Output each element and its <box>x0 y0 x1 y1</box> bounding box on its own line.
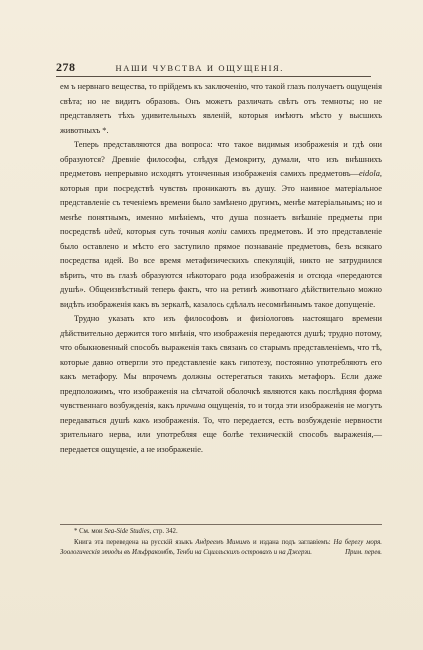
paragraph-2-text-a: Теперь представляются два вопроса: что такое видимыя изображенiя и гдѣ они образуются? Древнiе философы, слѣдуя Демокриту, думали, что изъ внѣшнихъ предметовъ непрерывно исходятъ утонченныя изображенiя самихъ предметовъ— <box>60 140 382 178</box>
running-title: НАШИ ЧУВСТВА И ОЩУЩЕНIЯ. <box>115 63 285 73</box>
paragraph-3-text-b: ощущенiя, то и тогда эти изображенiя не могутъ передаваться душѣ <box>60 401 383 425</box>
paragraph-2-text-d: самихъ предметовъ. И это представленiе было оставлено и мѣсто его заступило прямое познаванiе предметовъ, безъ всякаго посредства идей. Во все время метафизическихъ спекуляцiй, никто не затруднился вѣрить, что въ глазѣ образуются нѣкотораго рода изображенiя и отсюда «передаются душѣ». Общеизвѣстный теперь фактъ, что на ретинѣ животнаго дѣйствительно можно видѣть изображенiя какъ въ зеркалѣ, казалось сдѣлалъ несомнѣннымъ такое допущенiе. <box>60 227 383 309</box>
footnote-2-translator: Андреемъ Минимъ <box>195 538 251 546</box>
paragraph-3-italic-kak: какъ <box>133 415 150 425</box>
footnote-2-text-b: и издана подъ заглавiемъ: <box>250 538 334 546</box>
page-number: 278 <box>56 60 76 74</box>
body-text <box>60 80 382 457</box>
footnote-1-title: Sea-Side Studies <box>104 528 150 535</box>
paragraph-2-italic-eidola: eidola <box>358 169 380 178</box>
footnote-2 <box>60 538 382 559</box>
footnote-2-signature: Прим. перев. <box>345 549 382 556</box>
footnote-rule <box>60 524 382 525</box>
paragraph-2-text-c: , которыя суть точныя <box>120 227 209 236</box>
paragraph-3-text-a: Трудно указать кто изъ философовъ и физiологовъ настоящаго времени дѣйствительно держится того мнѣнiя, что изображенiя передаются душѣ; трудно потому, что обыкновенный способъ выраженiя такъ связанъ со старымъ представленiемъ, что тѣ, которые давно отвергли это представленiе какъ гипотезу, постоянно употребляютъ его какъ метафору. Мы впрочемъ должны остерегаться такихъ метафоръ. Если даже предположимъ, что изображенiя на сѣтчатой оболочкѣ являются какъ послѣдняя форма чувственнаго возбужденiя, какъ <box>60 314 382 410</box>
footnote-1-prefix: * См. мои <box>74 528 105 535</box>
footnote-2-text-a: Книга эта переведена на русскiй языкъ <box>74 538 196 546</box>
header-rule <box>56 76 371 77</box>
paragraph-3-text-c: изображенiя. То, что передается, есть возбужденiе нервности зрительнаго нерва, или употребляя еще болѣе техническiй способъ выраженiя,—передается ощущенiе, а не изображенiе. <box>60 415 382 454</box>
paragraph-1 <box>60 80 382 138</box>
paragraph-2 <box>60 138 382 312</box>
paragraph-2-italic-kopii: копiи <box>208 227 227 236</box>
footnotes <box>60 527 382 559</box>
paragraph-3 <box>60 312 382 457</box>
paragraph-1-text: ем ъ нервнаго вещества, то прiйдемъ къ заключенiю, что такой глазъ получаетъ ощущенiя свѣта; но не видитъ образовъ. Онъ можетъ различать свѣтъ отъ темноты; но не представляетъ тѣхъ удивительныхъ явленiй, которыя имѣютъ мѣсто у высшихъ животныхъ *. <box>60 82 382 135</box>
running-header <box>56 60 371 75</box>
footnote-1-suffix: , стр. 342. <box>149 528 178 535</box>
paragraph-2-text-b: , которыя при посредствѣ чувствъ проникаютъ въ душу. Это наивное матерiальное представленiе съ теченiемъ времени было замѣнено другимъ, менѣе матерiальнымъ; но и менѣе понятнымъ, именно мнѣнiемъ, что душа познаетъ внѣшнiе предметы при посредствѣ <box>60 169 382 236</box>
footnote-2-book-title: На берегу моря. Зоологическiя этюды въ Ильфракомбѣ, Тенби на Сцилльскихъ островахъ и на Джерзи. <box>60 538 382 556</box>
paragraph-3-italic-prichina: причина <box>176 401 206 410</box>
paragraph-2-italic-idei: идей <box>104 227 121 236</box>
footnote-1 <box>60 527 382 538</box>
